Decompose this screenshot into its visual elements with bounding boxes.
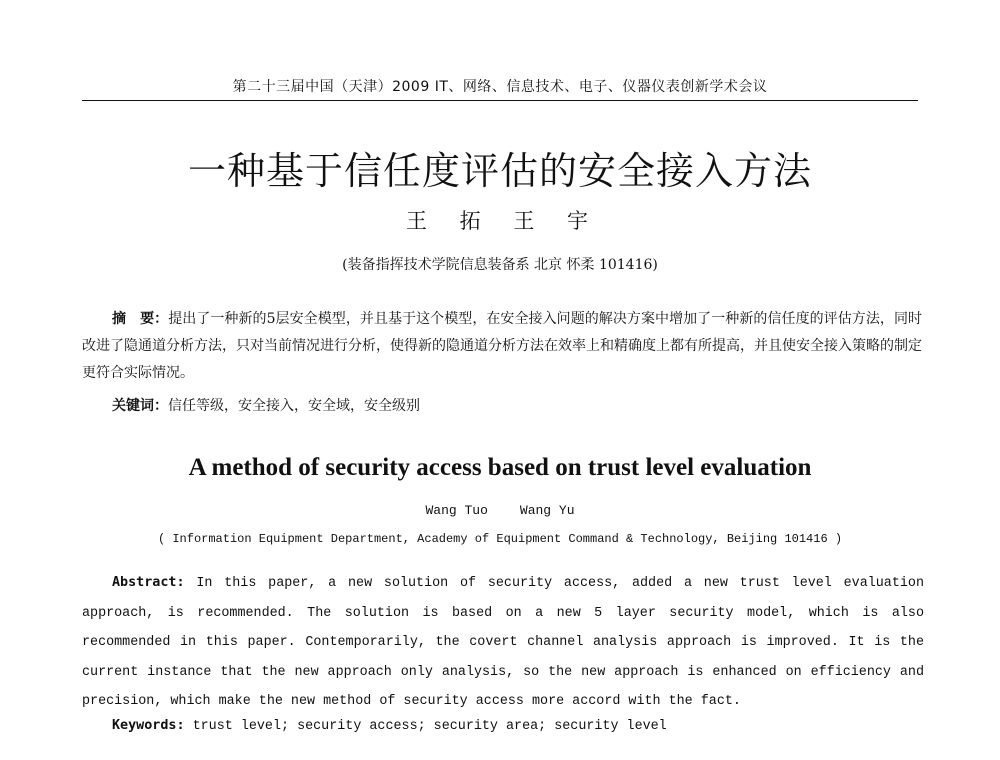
conference-header: 第二十三届中国（天津）2009 IT、网络、信息技术、电子、仪器仪表创新学术会议 <box>232 79 768 95</box>
english-affiliation: ( Information Equipment Department, Academy of Equipment Command & Technology, Beijing 101416 ) <box>157 532 843 546</box>
english-keywords-text: trust level; security access; security area; security level <box>192 719 667 734</box>
english-author-2: Wang Yu <box>519 503 575 518</box>
chinese-title: 一种基于信任度评估的安全接入方法 <box>187 149 812 193</box>
english-abstract-text: In this paper, a new solution of security access, added a new trust level evaluation approach, is recommended. The solution is based on a new 5 layer security model, which is also recommended in this paper. Contemporarily, the covert channel analysis approach is improved. It is the current instance that the new approach only analysis, so the new approach is enhanced on efficiency and precision, which make the new method of security access more accord with the fact. <box>82 576 924 709</box>
english-title: A method of security access based on trust level evaluation <box>188 454 812 481</box>
chinese-abstract <box>82 306 922 387</box>
english-abstract-label: Abstract: <box>112 575 185 590</box>
english-keywords-label: Keywords: <box>112 718 185 733</box>
english-keywords <box>112 712 912 740</box>
chinese-keywords <box>112 393 912 420</box>
header-rule <box>82 100 918 101</box>
chinese-keywords-text: 信任等级，安全接入，安全域，安全级别 <box>168 398 420 414</box>
chinese-abstract-text: 提出了一种新的5层安全模型，并且基于这个模型，在安全接入问题的解决方案中增加了一种新的信任度的评估方法，同时改进了隐通道分析方法，只对当前情况进行分析，使得新的隐通道分析方法在效率上和精确度上都有所提高，并且使安全接入策略的制定更符合实际情况。 <box>82 311 922 381</box>
english-author-1: Wang Tuo <box>425 503 488 518</box>
english-abstract <box>82 568 924 717</box>
chinese-abstract-label: 摘 要： <box>112 311 169 327</box>
chinese-keywords-label: 关键词： <box>112 398 168 414</box>
english-authors <box>0 503 1000 518</box>
chinese-affiliation: (装备指挥技术学院信息装备系 北京 怀柔 101416) <box>342 257 658 273</box>
chinese-authors: 王 拓 王 宇 <box>405 209 595 233</box>
